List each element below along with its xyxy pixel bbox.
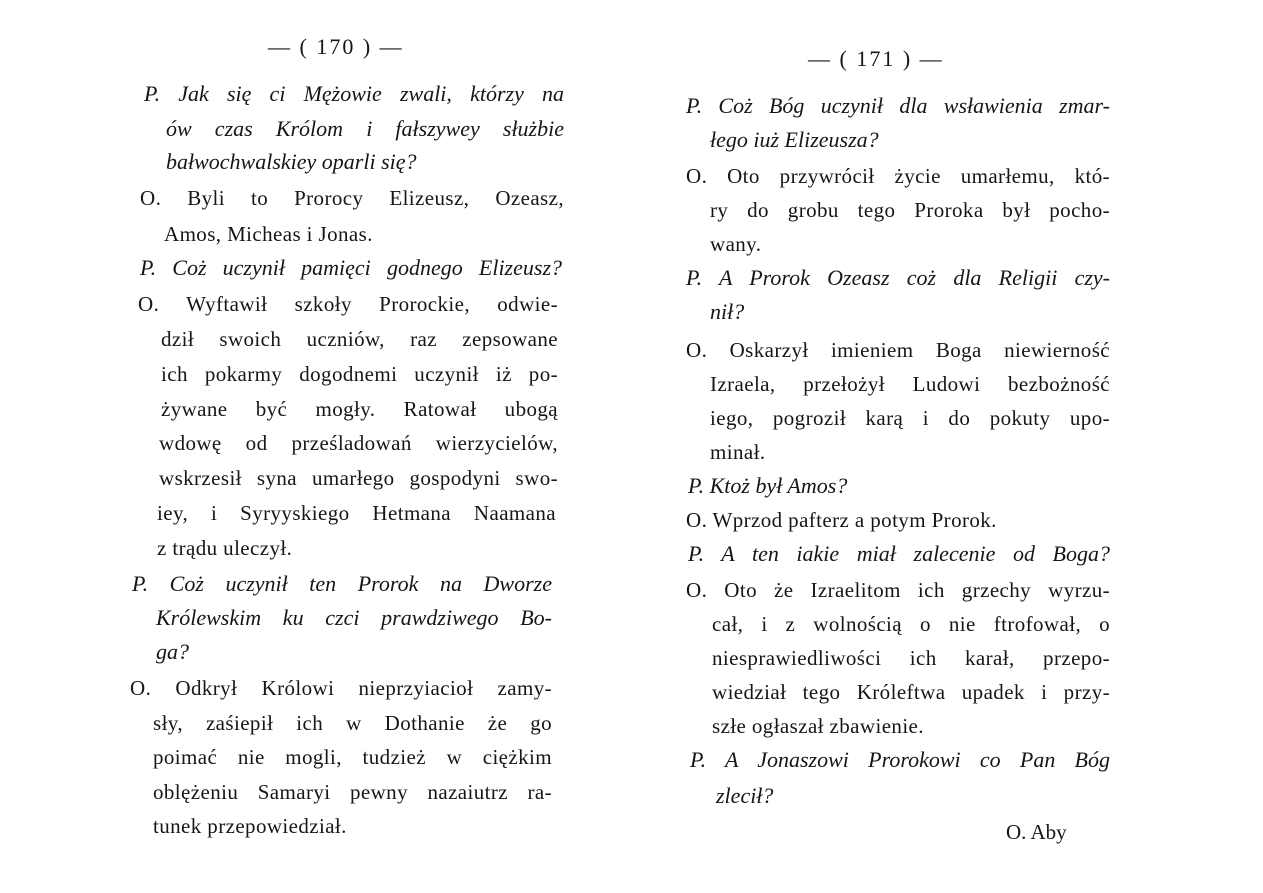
text-line: wskrzesił syna umarłego gospodyni swo-	[159, 466, 558, 490]
page-number-left: — ( 170 ) —	[268, 34, 404, 59]
text-line: łego iuż Elizeusza?	[710, 127, 879, 152]
text-line: cał, i z wolnością o nie ftrofował, o	[712, 612, 1110, 636]
catchword: O. Aby	[1006, 820, 1067, 844]
text-line: ry do grobu tego Proroka był pocho-	[710, 198, 1110, 222]
text-line: iego, pogroził karą i do pokuty upo-	[710, 406, 1110, 430]
text-line: wiedział tego Króleftwa upadek i przy-	[712, 680, 1110, 704]
text-line: wany.	[710, 232, 762, 256]
text-line: P. Ktoż był Amos?	[688, 473, 848, 498]
text-line: P. A Jonaszowi Prorokowi co Pan Bóg	[690, 747, 1110, 772]
text-line: niesprawiedliwości ich karał, przepo-	[712, 646, 1110, 670]
text-line: O. Odkrył Królowi nieprzyiacioł zamy-	[130, 676, 552, 700]
text-line: ich pokarmy dogodnemi uczynił iż po-	[161, 362, 558, 386]
text-line: iey, i Syryyskiego Hetmana Naamana	[157, 501, 556, 525]
text-line: zlecił?	[716, 783, 774, 808]
text-line: O. Oto przywrócił życie umarłemu, któ-	[686, 164, 1110, 188]
text-line: dził swoich uczniów, raz zepsowane	[161, 327, 558, 351]
text-line: Amos, Micheas i Jonas.	[164, 222, 373, 246]
text-line: O. Byli to Prorocy Elizeusz, Ozeasz,	[140, 186, 564, 210]
text-line: tunek przepowiedział.	[153, 814, 347, 838]
left-page	[0, 0, 620, 893]
text-line: ga?	[156, 639, 189, 664]
text-line: O. Wprzod pafterz a potym Prorok.	[686, 508, 997, 532]
text-line: szłe ogłaszał zbawienie.	[712, 714, 924, 738]
text-line: P. Coż Bóg uczynił dla wsławienia zmar-	[686, 93, 1110, 118]
text-line: Izraela, przełożył Ludowi bezbożność	[710, 372, 1110, 396]
text-line: P. Coż uczynił ten Prorok na Dworze	[132, 571, 552, 596]
text-line: P. Coż uczynił pamięci godnego Elizeusz?	[140, 255, 562, 280]
text-line: z trądu uleczył.	[157, 536, 293, 560]
page-number-right: — ( 171 ) —	[808, 46, 944, 71]
text-line: P. A ten iakie miał zalecenie od Boga?	[688, 541, 1110, 566]
text-line: P. A Prorok Ozeasz coż dla Religii czy-	[686, 265, 1110, 290]
text-line: O. Oskarzył imieniem Boga niewierność	[686, 338, 1110, 362]
text-line: wdowę od prześladowań wierzycielów,	[159, 431, 558, 455]
text-line: żywane być mogły. Ratował ubogą	[161, 397, 558, 421]
text-line: P. Jak się ci Mężowie zwali, którzy na	[144, 81, 564, 106]
text-line: nił?	[710, 299, 745, 324]
text-line: sły, zaśiepił ich w Dothanie że go	[153, 711, 552, 735]
text-line: Królewskim ku czci prawdziwego Bo-	[156, 605, 552, 630]
right-page	[640, 0, 1263, 893]
text-line: O. Wyftawił szkoły Prorockie, odwie-	[138, 292, 558, 316]
text-line: ów czas Królom i fałszywey służbie	[166, 116, 564, 141]
text-line: bałwochwalskiey oparli się?	[166, 149, 417, 174]
text-line: minał.	[710, 440, 766, 464]
text-line: oblężeniu Samaryi pewny nazaiutrz ra-	[153, 780, 552, 804]
text-line: O. Oto że Izraelitom ich grzechy wyrzu-	[686, 578, 1110, 602]
text-line: poimać nie mogli, tudzież w ciężkim	[153, 745, 552, 769]
